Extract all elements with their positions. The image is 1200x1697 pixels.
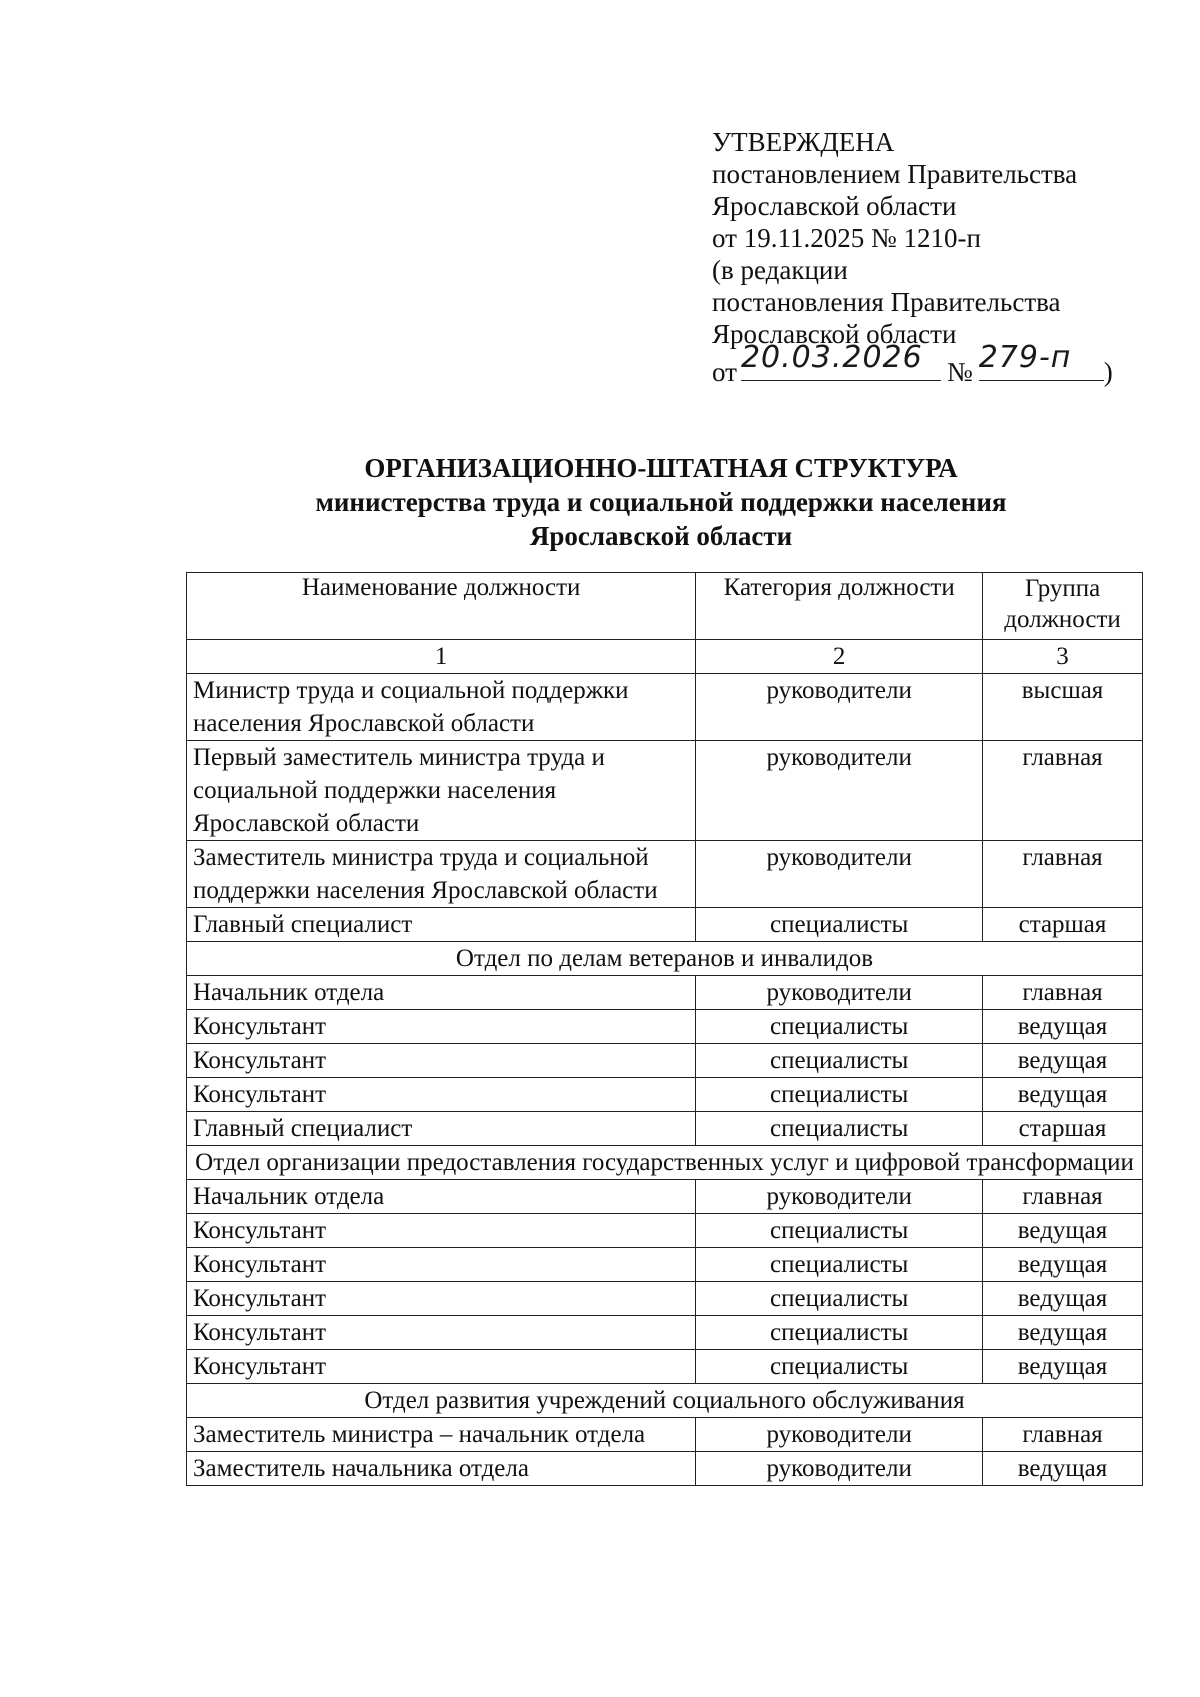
group-cell: ведущая <box>983 1248 1143 1282</box>
category-cell: руководители <box>696 1418 983 1452</box>
number-field <box>978 340 1104 381</box>
group-cell: ведущая <box>983 1316 1143 1350</box>
column-number-row <box>187 640 1143 674</box>
header-group: Группа должности <box>983 573 1143 640</box>
category-cell: руководители <box>696 841 983 908</box>
staff-structure-table <box>186 572 1143 1486</box>
from-label: от <box>712 357 737 387</box>
position-cell: Консультант <box>187 1214 696 1248</box>
header-category: Категория должности <box>696 573 983 640</box>
approval-title: УТВЕРЖДЕНА <box>712 127 895 157</box>
table-row <box>187 1112 1143 1146</box>
group-cell: старшая <box>983 908 1143 942</box>
group-cell: главная <box>983 1180 1143 1214</box>
table-row <box>187 908 1143 942</box>
table-row <box>187 1350 1143 1384</box>
approval-stamp <box>712 126 1113 388</box>
category-cell: специалисты <box>696 1214 983 1248</box>
position-cell: Консультант <box>187 1078 696 1112</box>
section-row <box>187 1384 1143 1418</box>
position-cell: Заместитель начальника отдела <box>187 1452 696 1486</box>
category-cell: специалисты <box>696 1010 983 1044</box>
position-cell: Министр труда и социальной поддержки населения Ярославской области <box>187 674 696 741</box>
table-header-row <box>187 573 1143 640</box>
table-row <box>187 1248 1143 1282</box>
position-cell: Консультант <box>187 1316 696 1350</box>
approval-line: постановлением Правительства <box>712 159 1078 189</box>
group-cell: главная <box>983 841 1143 908</box>
section-title: Отдел по делам ветеранов и инвалидов <box>187 942 1143 976</box>
category-cell: специалисты <box>696 1350 983 1384</box>
document-subtitle: министерства труда и социальной поддержки населения <box>315 487 1007 517</box>
table-row <box>187 1282 1143 1316</box>
group-cell: главная <box>983 741 1143 841</box>
date-field <box>740 340 941 381</box>
column-number: 1 <box>187 640 696 674</box>
group-cell: ведущая <box>983 1214 1143 1248</box>
position-cell: Главный специалист <box>187 908 696 942</box>
group-cell: главная <box>983 976 1143 1010</box>
table-row <box>187 976 1143 1010</box>
category-cell: руководители <box>696 976 983 1010</box>
category-cell: специалисты <box>696 1316 983 1350</box>
table-row <box>187 841 1143 908</box>
group-cell: ведущая <box>983 1282 1143 1316</box>
handwritten-number: 279-п <box>978 340 1072 375</box>
section-title: Отдел организации предоставления государственных услуг и цифровой трансформации <box>187 1146 1143 1180</box>
approval-line: постановления Правительства <box>712 287 1061 317</box>
section-row <box>187 942 1143 976</box>
position-cell: Консультант <box>187 1248 696 1282</box>
position-cell: Консультант <box>187 1350 696 1384</box>
category-cell: специалисты <box>696 1044 983 1078</box>
table-row <box>187 741 1143 841</box>
position-cell: Консультант <box>187 1010 696 1044</box>
position-cell: Консультант <box>187 1282 696 1316</box>
category-cell: специалисты <box>696 1112 983 1146</box>
group-cell: старшая <box>983 1112 1143 1146</box>
position-cell: Начальник отдела <box>187 1180 696 1214</box>
approval-line: (в редакции <box>712 255 848 285</box>
document-title: ОРГАНИЗАЦИОННО-ШТАТНАЯ СТРУКТУРА <box>364 453 958 483</box>
group-cell: высшая <box>983 674 1143 741</box>
table-row <box>187 1044 1143 1078</box>
document-subtitle-region: Ярославской области <box>529 521 793 551</box>
group-cell: ведущая <box>983 1350 1143 1384</box>
number-sign: № <box>946 357 973 387</box>
position-cell: Заместитель министра – начальник отдела <box>187 1418 696 1452</box>
position-cell: Первый заместитель министра труда и социальной поддержки населения Ярославской области <box>187 741 696 841</box>
group-cell: ведущая <box>983 1452 1143 1486</box>
position-cell: Заместитель министра труда и социальной поддержки населения Ярославской области <box>187 841 696 908</box>
approval-line: Ярославской области <box>712 191 957 221</box>
category-cell: специалисты <box>696 908 983 942</box>
approval-amendment-line <box>712 340 1113 388</box>
table-row <box>187 1010 1143 1044</box>
table-row <box>187 1180 1143 1214</box>
position-cell: Начальник отдела <box>187 976 696 1010</box>
group-cell: ведущая <box>983 1010 1143 1044</box>
table-row <box>187 674 1143 741</box>
table-row <box>187 1214 1143 1248</box>
category-cell: руководители <box>696 674 983 741</box>
handwritten-date: 20.03.2026 <box>740 340 923 375</box>
section-title: Отдел развития учреждений социального обслуживания <box>187 1384 1143 1418</box>
category-cell: руководители <box>696 1180 983 1214</box>
table-row <box>187 1078 1143 1112</box>
category-cell: руководители <box>696 1452 983 1486</box>
table-row <box>187 1452 1143 1486</box>
header-position: Наименование должности <box>187 573 696 640</box>
table-row <box>187 1418 1143 1452</box>
approval-line: Ярославской области <box>712 319 957 349</box>
close-paren: ) <box>1103 357 1113 387</box>
table-row <box>187 1316 1143 1350</box>
column-number: 2 <box>696 640 983 674</box>
group-cell: ведущая <box>983 1044 1143 1078</box>
position-cell: Консультант <box>187 1044 696 1078</box>
category-cell: специалисты <box>696 1248 983 1282</box>
category-cell: специалисты <box>696 1078 983 1112</box>
position-cell: Главный специалист <box>187 1112 696 1146</box>
category-cell: специалисты <box>696 1282 983 1316</box>
category-cell: руководители <box>696 741 983 841</box>
column-number: 3 <box>983 640 1143 674</box>
group-cell: ведущая <box>983 1078 1143 1112</box>
section-row <box>187 1146 1143 1180</box>
approval-original-decree: от 19.11.2025 № 1210-п <box>712 223 981 253</box>
group-cell: главная <box>983 1418 1143 1452</box>
